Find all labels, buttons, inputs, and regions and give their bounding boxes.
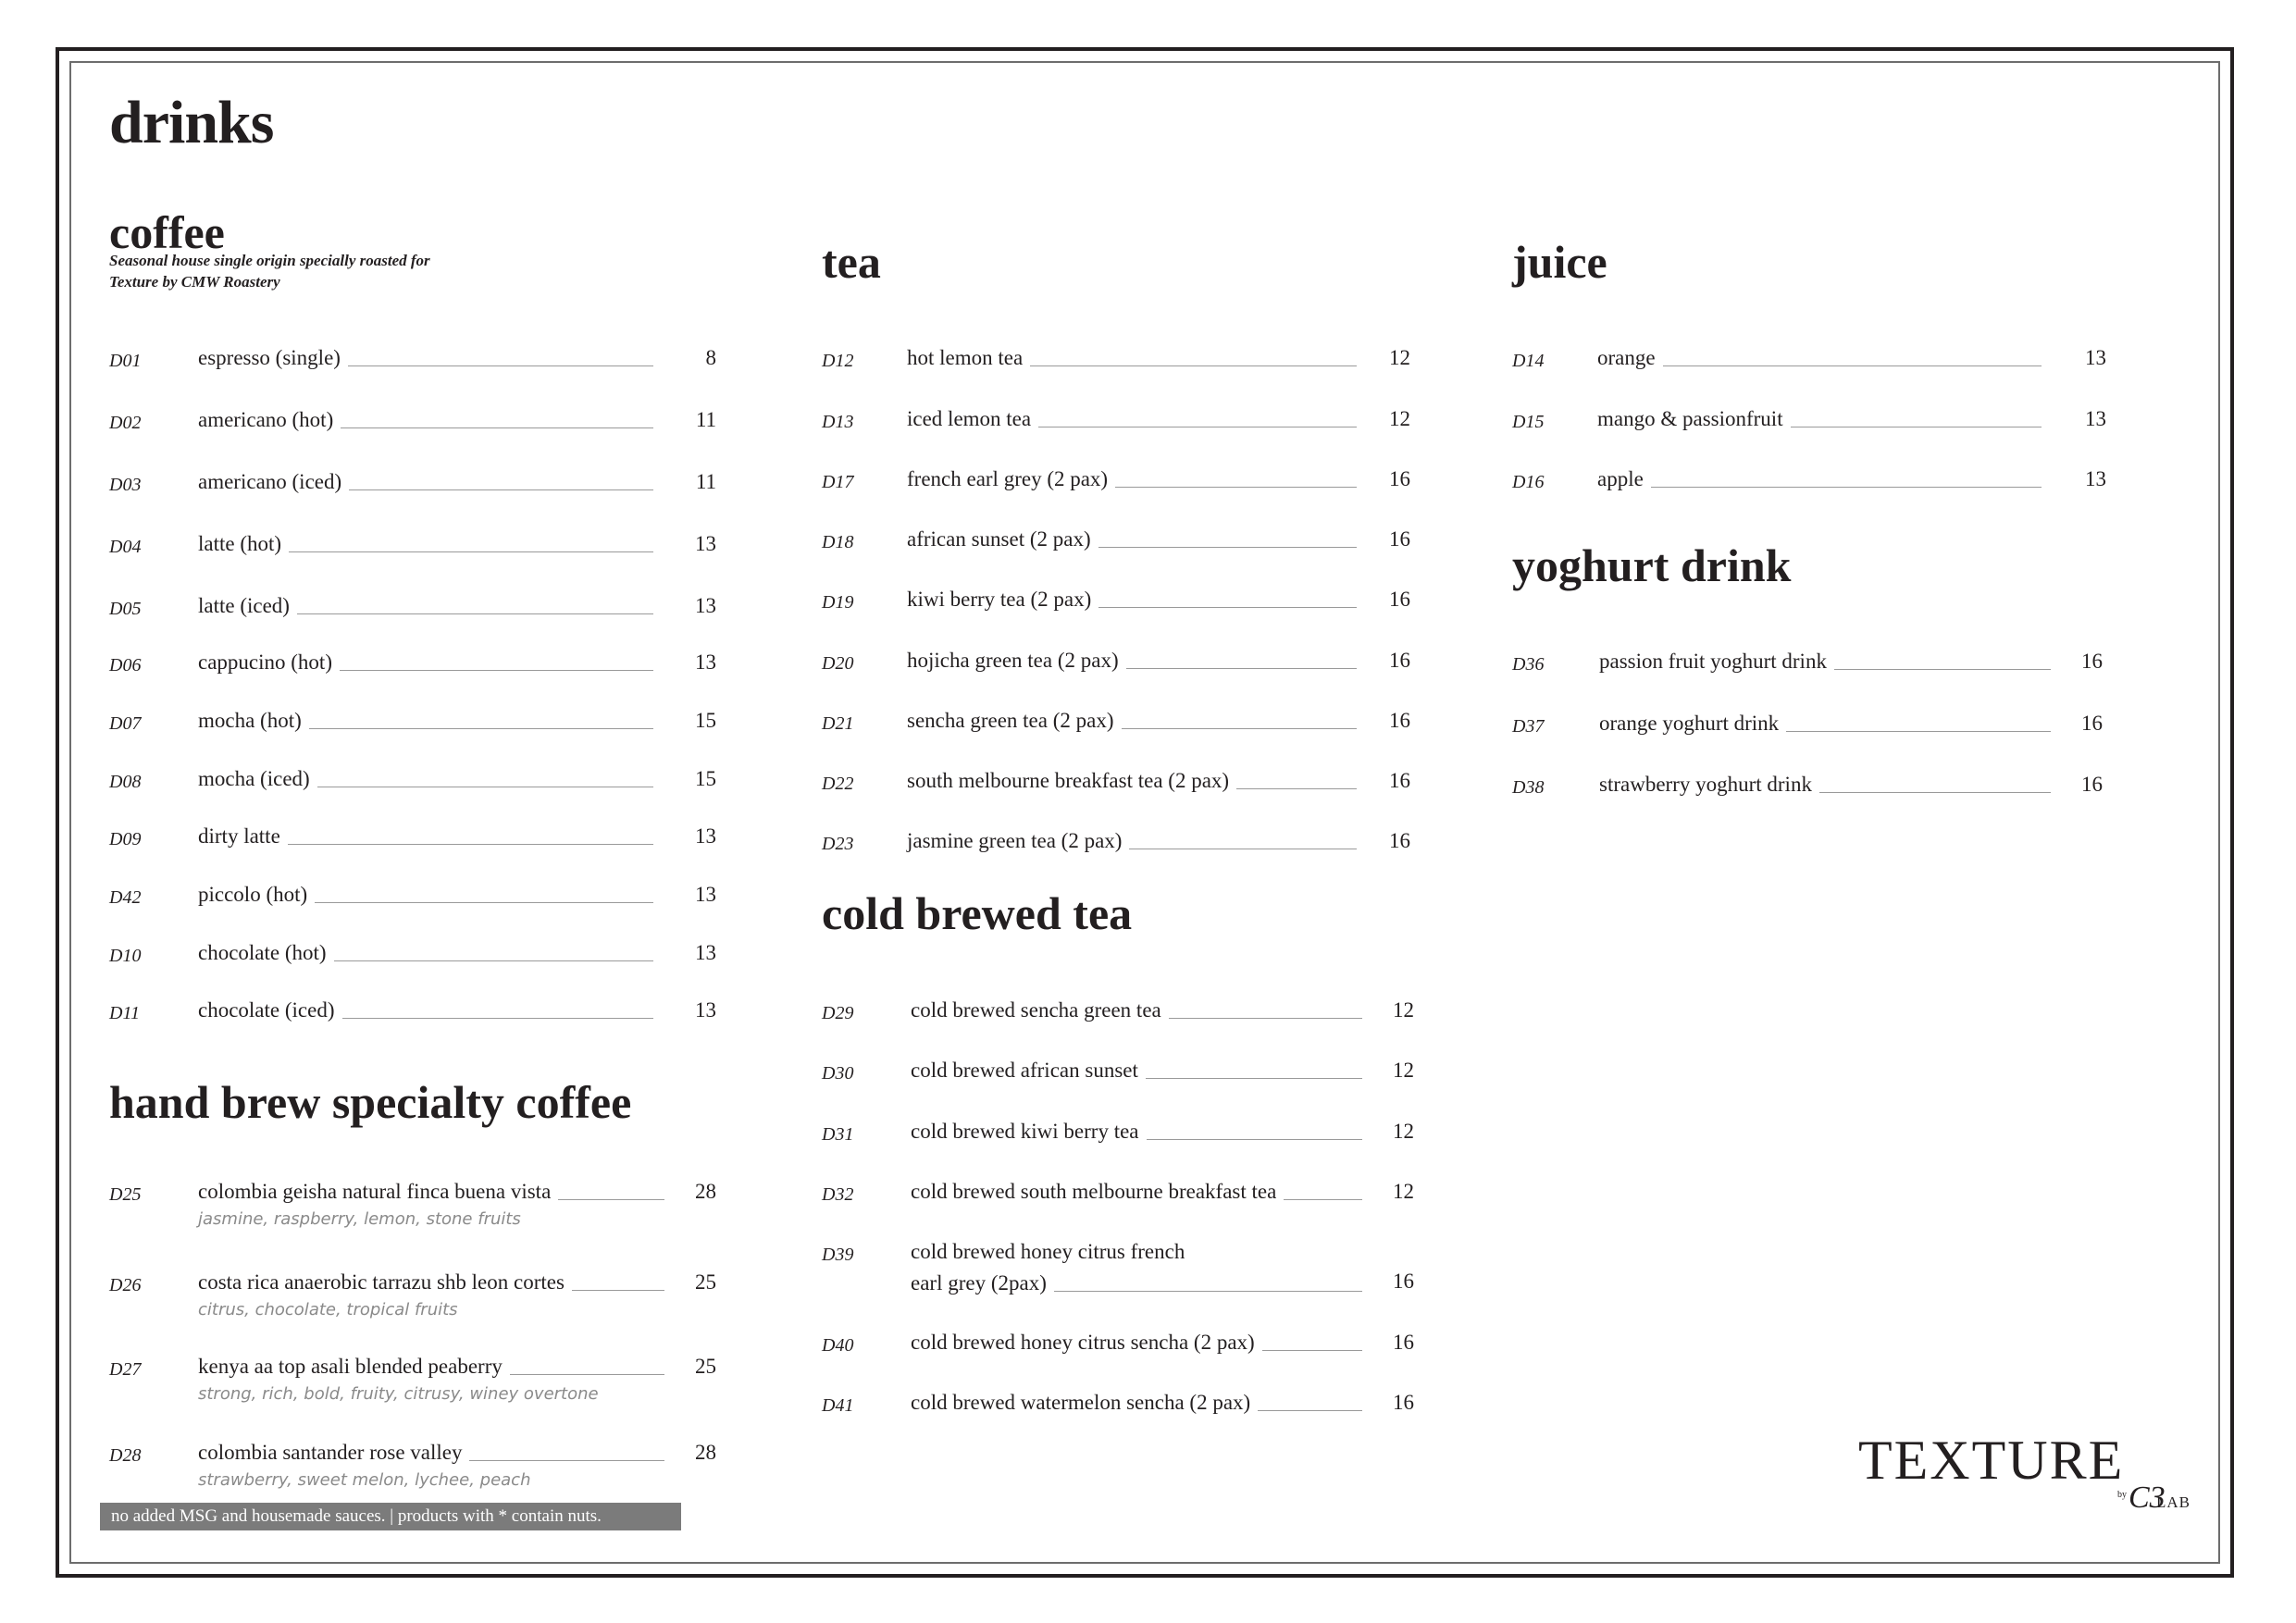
- item-price: 13: [695, 883, 716, 906]
- menu-item: [822, 469, 1410, 506]
- item-name-row: [198, 406, 663, 434]
- item-code: D21: [822, 713, 854, 734]
- item-name-row: [1597, 344, 2051, 372]
- item-price: 16: [1389, 588, 1410, 611]
- menu-item: [109, 826, 716, 863]
- item-name-row: [1599, 771, 2060, 799]
- item-price: 16: [1389, 649, 1410, 672]
- menu-item: [822, 529, 1410, 566]
- item-code: D29: [822, 1003, 854, 1023]
- item-price: 16: [1393, 1391, 1414, 1414]
- item-price: 16: [2081, 773, 2103, 796]
- menu-item: [109, 1441, 716, 1490]
- leader-line: [1262, 1349, 1362, 1351]
- item-code: D16: [1512, 472, 1545, 492]
- item-name-row: [907, 405, 1366, 433]
- menu-item: [109, 1355, 716, 1404]
- item-name-row: [1597, 465, 2051, 493]
- item-code: D12: [822, 351, 854, 371]
- item-code: D02: [109, 413, 142, 433]
- item-name: cold brewed honey citrus french: [911, 1240, 1185, 1263]
- leader-line: [317, 786, 653, 787]
- item-tasting-notes: strawberry, sweet melon, lychee, peach: [198, 1470, 531, 1490]
- item-price: 12: [1393, 1059, 1414, 1082]
- menu-item: [822, 1240, 1414, 1295]
- item-price: 16: [1389, 709, 1410, 732]
- menu-item: [822, 1332, 1414, 1369]
- logo-c3-mark: C3: [2128, 1481, 2166, 1515]
- menu-item: [822, 831, 1410, 868]
- menu-item: [109, 534, 716, 571]
- menu-item: [1512, 774, 2103, 812]
- item-price: 8: [705, 346, 716, 369]
- leader-line: [309, 727, 653, 729]
- item-price: 25: [695, 1270, 716, 1294]
- item-code: D15: [1512, 412, 1545, 432]
- leader-line: [1038, 426, 1357, 427]
- item-name: cold brewed sencha green tea: [911, 998, 1161, 1022]
- item-price: 11: [695, 408, 716, 431]
- item-price: 12: [1393, 1180, 1414, 1203]
- item-name: chocolate (hot): [198, 941, 327, 964]
- item-name: americano (hot): [198, 408, 334, 431]
- item-name: french earl grey (2 pax): [907, 467, 1109, 490]
- leader-line: [1834, 668, 2051, 670]
- item-price: 25: [695, 1355, 716, 1378]
- item-code: D26: [109, 1275, 142, 1295]
- leader-line: [349, 489, 653, 490]
- item-name-row: [198, 1439, 674, 1467]
- item-name-row: [1597, 405, 2051, 433]
- item-name-row: [198, 823, 663, 850]
- item-name: colombia geisha natural finca buena vista: [198, 1180, 552, 1203]
- item-name-row: [911, 1389, 1371, 1417]
- section-title-yoghurt: yoghurt drink: [1512, 539, 1792, 591]
- item-code: D41: [822, 1395, 854, 1416]
- item-price: 13: [695, 532, 716, 555]
- item-name-row: [198, 1269, 674, 1296]
- leader-line: [1819, 791, 2051, 793]
- item-name: cold brewed south melbourne breakfast tea: [911, 1180, 1277, 1203]
- item-code: D42: [109, 887, 142, 908]
- item-name: chocolate (iced): [198, 998, 335, 1022]
- item-name: african sunset (2 pax): [907, 527, 1091, 551]
- item-name-row: [1599, 648, 2060, 675]
- item-price: 16: [1393, 1331, 1414, 1354]
- item-price: 12: [1393, 998, 1414, 1022]
- leader-line: [340, 669, 653, 671]
- leader-line: [1129, 848, 1357, 849]
- item-code: D30: [822, 1063, 854, 1084]
- item-name: kenya aa top asali blended peaberry: [198, 1355, 503, 1378]
- section-title-coffee: coffee: [109, 206, 225, 258]
- item-name: dirty latte: [198, 824, 280, 848]
- item-code: D23: [822, 834, 854, 854]
- item-name: piccolo (hot): [198, 883, 308, 906]
- item-code: D38: [1512, 777, 1545, 798]
- menu-item: [1512, 348, 2106, 385]
- item-code: D11: [109, 1003, 140, 1023]
- item-name: costa rica anaerobic tarrazu shb leon cortes: [198, 1270, 565, 1294]
- item-name-row: [1599, 710, 2060, 737]
- menu-item: [109, 1270, 716, 1319]
- item-price: 13: [695, 941, 716, 964]
- item-code: D31: [822, 1124, 854, 1145]
- item-name: passion fruit yoghurt drink: [1599, 650, 1827, 673]
- menu-item: [109, 885, 716, 922]
- item-name: mango & passionfruit: [1597, 407, 1783, 430]
- item-name-row: [907, 767, 1366, 795]
- menu-item: [109, 652, 716, 689]
- item-name-line2: earl grey (2pax): [911, 1271, 1047, 1295]
- menu-item: [822, 1060, 1414, 1097]
- menu-item: [822, 1393, 1414, 1430]
- item-price: 15: [695, 709, 716, 732]
- menu-item: [109, 1180, 716, 1229]
- item-name: cold brewed watermelon sencha (2 pax): [911, 1391, 1251, 1414]
- leader-line: [1258, 1409, 1362, 1411]
- item-code: D22: [822, 774, 854, 794]
- menu-item: [822, 348, 1410, 385]
- coffee-subtitle: [109, 250, 498, 292]
- item-name: cappucino (hot): [198, 650, 332, 674]
- menu-item: [822, 1000, 1414, 1037]
- page-title: drinks: [109, 89, 274, 156]
- leader-line: [1115, 486, 1357, 488]
- item-code: D10: [109, 946, 142, 966]
- leader-line: [1147, 1138, 1362, 1140]
- menu-item: [109, 711, 716, 748]
- item-price: 16: [1389, 467, 1410, 490]
- item-name-row: [907, 526, 1366, 553]
- item-code: D17: [822, 472, 854, 492]
- texture-logo: [1858, 1432, 2191, 1525]
- leader-line: [1054, 1290, 1362, 1292]
- item-name-row: [198, 1353, 674, 1381]
- section-title-tea: tea: [822, 236, 881, 288]
- item-name-row: [198, 765, 663, 793]
- item-price: 13: [695, 650, 716, 674]
- item-price: 12: [1393, 1120, 1414, 1143]
- item-name: cold brewed kiwi berry tea: [911, 1120, 1139, 1143]
- leader-line: [1030, 365, 1357, 366]
- logo-lab: LAB: [2156, 1493, 2191, 1511]
- item-price: 28: [695, 1441, 716, 1464]
- leader-line: [1791, 426, 2042, 427]
- item-price: 12: [1389, 346, 1410, 369]
- item-price: 16: [1389, 829, 1410, 852]
- menu-item: [1512, 469, 2106, 506]
- leader-line: [288, 843, 653, 845]
- footer-note: no added MSG and housemade sauces. | products with * contain nuts.: [100, 1503, 681, 1530]
- item-price: 16: [2081, 650, 2103, 673]
- leader-line: [342, 1017, 654, 1019]
- menu-item: [822, 409, 1410, 446]
- menu-item: [822, 771, 1410, 808]
- item-code: D09: [109, 829, 142, 849]
- item-name-row: [911, 997, 1371, 1024]
- item-price: 12: [1389, 407, 1410, 430]
- item-code: D14: [1512, 351, 1545, 371]
- item-name-row: [198, 881, 663, 909]
- item-name-row: [198, 939, 663, 967]
- item-name-row: [911, 1329, 1371, 1357]
- item-price: 11: [695, 470, 716, 493]
- coffee-subtitle-line2: Texture by CMW Roastery: [109, 273, 280, 291]
- leader-line: [558, 1198, 664, 1200]
- leader-line: [315, 901, 653, 903]
- item-price: 16: [1389, 527, 1410, 551]
- logo-by: by: [2117, 1490, 2127, 1500]
- item-name-row: [198, 707, 663, 735]
- menu-item: [109, 410, 716, 447]
- item-tasting-notes: citrus, chocolate, tropical fruits: [198, 1300, 458, 1319]
- menu-item: [109, 943, 716, 980]
- leader-line: [1098, 606, 1357, 608]
- item-name: apple: [1597, 467, 1644, 490]
- item-price: 13: [695, 594, 716, 617]
- item-name: mocha (hot): [198, 709, 302, 732]
- item-name: kiwi berry tea (2 pax): [907, 588, 1092, 611]
- menu-item: [822, 650, 1410, 688]
- menu-item: [1512, 651, 2103, 688]
- leader-line: [1786, 730, 2051, 732]
- leader-line: [1122, 727, 1358, 729]
- leader-line: [348, 365, 653, 366]
- leader-line: [1236, 787, 1357, 789]
- item-code: D01: [109, 351, 142, 371]
- item-name: south melbourne breakfast tea (2 pax): [907, 769, 1230, 792]
- item-name-row: [907, 647, 1366, 675]
- item-name: mocha (iced): [198, 767, 310, 790]
- leader-line: [289, 551, 653, 552]
- item-name-row: [907, 344, 1366, 372]
- item-name-row: [907, 586, 1366, 613]
- item-code: D40: [822, 1335, 854, 1356]
- item-price: 13: [695, 998, 716, 1022]
- leader-line: [1169, 1017, 1362, 1019]
- leader-line: [510, 1373, 664, 1375]
- item-code: D07: [109, 713, 142, 734]
- menu-item: [109, 348, 716, 385]
- item-name-row: [911, 1270, 1371, 1297]
- leader-line: [341, 427, 653, 428]
- leader-line: [297, 613, 653, 614]
- item-price: 28: [695, 1180, 716, 1203]
- item-name-row: [911, 1118, 1371, 1146]
- item-price: 16: [1393, 1270, 1414, 1293]
- menu-item: [109, 1000, 716, 1037]
- item-name: latte (hot): [198, 532, 282, 555]
- item-code: D08: [109, 772, 142, 792]
- item-name-row: [907, 827, 1366, 855]
- item-code: D13: [822, 412, 854, 432]
- item-code: D28: [109, 1445, 142, 1466]
- item-name-row: [198, 649, 663, 676]
- item-name: sencha green tea (2 pax): [907, 709, 1114, 732]
- item-code: D05: [109, 599, 142, 619]
- menu-item: [822, 711, 1410, 748]
- leader-line: [1284, 1198, 1362, 1200]
- section-title-juice: juice: [1512, 236, 1607, 288]
- item-code: D32: [822, 1184, 854, 1205]
- item-name: espresso (single): [198, 346, 341, 369]
- item-name-row: [911, 1178, 1371, 1206]
- leader-line: [1098, 546, 1357, 548]
- leader-line: [1126, 667, 1357, 669]
- item-price: 16: [2081, 712, 2103, 735]
- item-name-row: [198, 997, 663, 1024]
- item-code: D27: [109, 1359, 142, 1380]
- item-name: iced lemon tea: [907, 407, 1032, 430]
- coffee-subtitle-line1: Seasonal house single origin specially roasted for: [109, 252, 430, 269]
- item-code: D25: [109, 1184, 142, 1205]
- item-code: D20: [822, 653, 854, 674]
- item-name: orange: [1597, 346, 1656, 369]
- menu-item: [109, 769, 716, 806]
- item-price: 16: [1389, 769, 1410, 792]
- item-name-row: [911, 1057, 1371, 1084]
- item-name: americano (iced): [198, 470, 342, 493]
- item-name: latte (iced): [198, 594, 290, 617]
- logo-wordmark: TEXTURE: [1858, 1430, 2125, 1491]
- item-name: orange yoghurt drink: [1599, 712, 1780, 735]
- item-name: colombia santander rose valley: [198, 1441, 463, 1464]
- menu-item: [109, 472, 716, 509]
- item-name-row: [907, 707, 1366, 735]
- item-name: hojicha green tea (2 pax): [907, 649, 1119, 672]
- item-code: D04: [109, 537, 142, 557]
- item-code: D03: [109, 475, 142, 495]
- item-code: D06: [109, 655, 142, 675]
- item-name: jasmine green tea (2 pax): [907, 829, 1123, 852]
- item-name-row: [198, 344, 663, 372]
- item-name-row: [198, 1178, 674, 1206]
- item-name: cold brewed african sunset: [911, 1059, 1138, 1082]
- menu-item: [1512, 409, 2106, 446]
- item-code: D18: [822, 532, 854, 552]
- leader-line: [469, 1459, 664, 1461]
- leader-line: [334, 960, 653, 961]
- item-tasting-notes: strong, rich, bold, fruity, citrusy, winey overtone: [198, 1384, 599, 1404]
- item-price: 15: [695, 767, 716, 790]
- item-name-row: [907, 465, 1366, 493]
- item-price: 13: [2085, 467, 2106, 490]
- item-price: 13: [2085, 407, 2106, 430]
- item-name-row: [198, 530, 663, 558]
- menu-item: [822, 1121, 1414, 1158]
- item-name-row: [198, 592, 663, 620]
- item-price: 13: [2085, 346, 2106, 369]
- leader-line: [1651, 486, 2042, 488]
- leader-line: [572, 1289, 664, 1291]
- item-code: D19: [822, 592, 854, 613]
- menu-item: [822, 589, 1410, 626]
- menu-item: [1512, 713, 2103, 750]
- leader-line: [1663, 365, 2042, 366]
- item-code: D37: [1512, 716, 1545, 737]
- menu-item: [109, 596, 716, 633]
- leader-line: [1146, 1077, 1362, 1079]
- item-name: hot lemon tea: [907, 346, 1024, 369]
- section-title-hand-brew: hand brew specialty coffee: [109, 1076, 632, 1128]
- item-name: strawberry yoghurt drink: [1599, 773, 1812, 796]
- item-price: 13: [695, 824, 716, 848]
- item-code: D36: [1512, 654, 1545, 675]
- item-name: cold brewed honey citrus sencha (2 pax): [911, 1331, 1255, 1354]
- section-title-cold-brewed: cold brewed tea: [822, 887, 1133, 939]
- menu-item: [822, 1182, 1414, 1219]
- item-code: D39: [822, 1245, 854, 1265]
- item-name-row: [198, 468, 663, 496]
- item-tasting-notes: jasmine, raspberry, lemon, stone fruits: [198, 1209, 521, 1229]
